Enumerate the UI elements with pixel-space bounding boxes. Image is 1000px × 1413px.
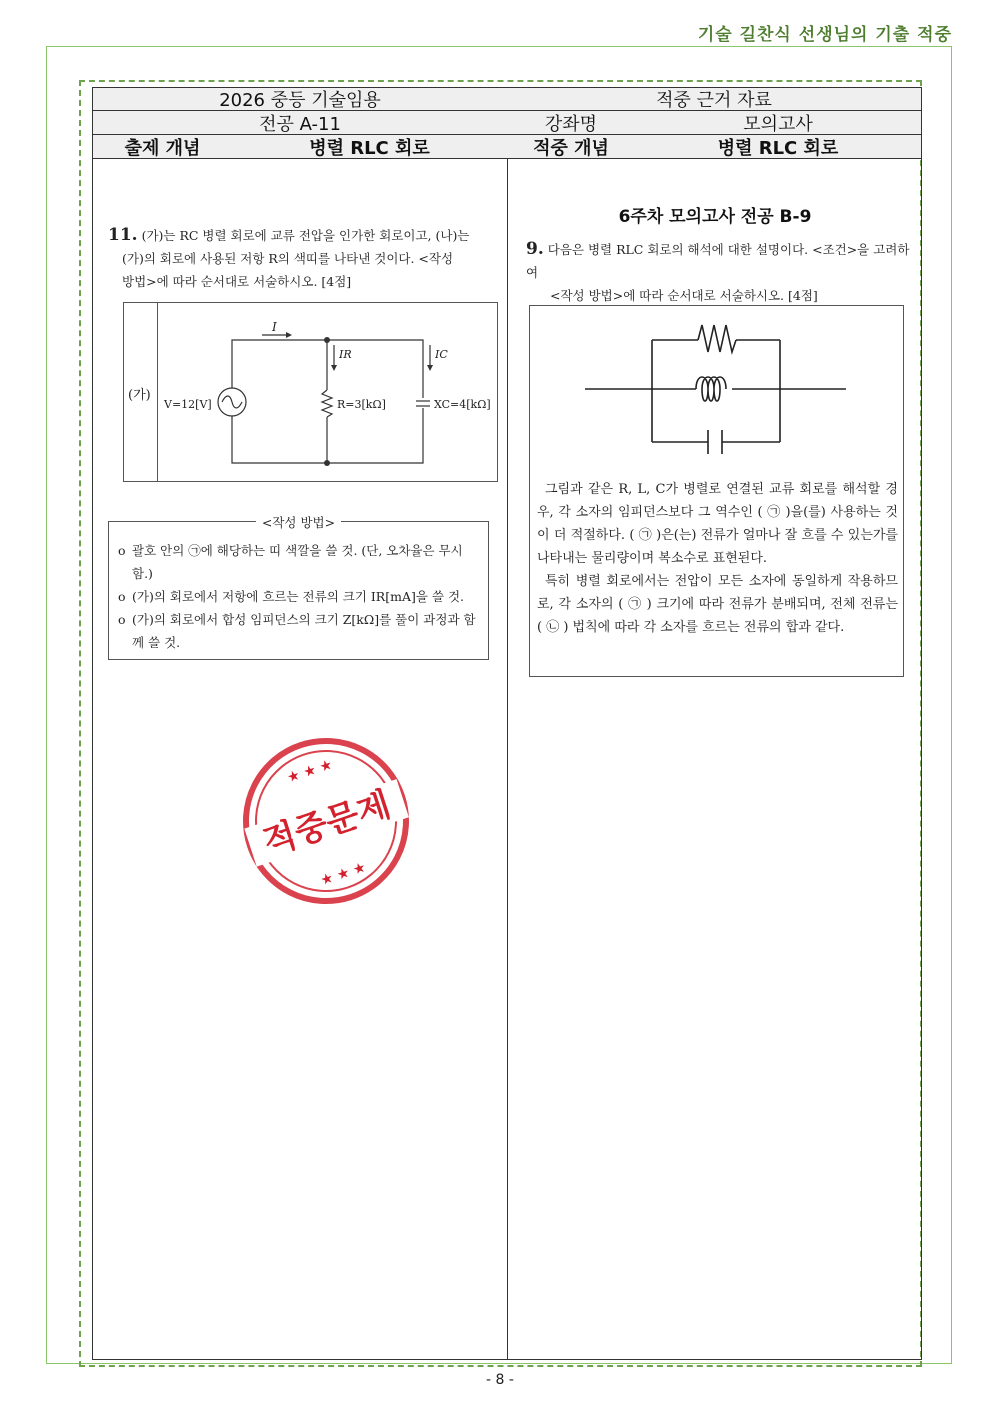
- left-question-line3: 방법>에 따라 순서대로 서술하시오. [4점]: [122, 274, 352, 289]
- label-resistor: R=3[kΩ]: [337, 398, 386, 411]
- label-voltage: V=12[V]: [164, 398, 212, 411]
- right-question-line2: <작성 방법>에 따라 순서대로 서술하시오. [4점]: [550, 288, 818, 303]
- right-explanation: [537, 478, 898, 639]
- lecture-value-cell: 모의고사: [635, 111, 922, 135]
- right-section-title: 6주차 모의고사 전공 B-9: [618, 207, 812, 227]
- hit-concept-label-cell: 적중 개념: [507, 135, 636, 159]
- method-item: o 괄호 안의 ㉠에 해당하는 띠 색깔을 쓸 것. (단, 오차율은 무시함.): [118, 539, 482, 585]
- method-item: o (가)의 회로에서 합성 임피던스의 크기 Z[kΩ]를 풀이 과정과 함께 쓸 것.: [118, 608, 482, 654]
- label-capacitor: XC=4[kΩ]: [434, 398, 491, 411]
- concept-value-cell: 병렬 RLC 회로: [232, 135, 508, 159]
- method-item: o (가)의 회로에서 저항에 흐르는 전류의 크기 IR[mA]을 쓸 것.: [118, 585, 482, 608]
- lecture-label-cell: 강좌명: [507, 111, 636, 135]
- label-current-i: I: [272, 320, 277, 334]
- concept-label-cell: 출제 개념: [92, 135, 233, 159]
- right-question-number: 9.: [526, 239, 544, 259]
- right-question-line1: 다음은 병렬 RLC 회로의 해석에 대한 설명이다. <조건>을 고려하여: [526, 242, 910, 280]
- hit-concept-value-cell: 병렬 RLC 회로: [635, 135, 922, 159]
- label-current-ir: IR: [339, 348, 352, 361]
- figure-label-ga: (가): [128, 388, 151, 403]
- right-title-cell: 적중 근거 자료: [507, 87, 922, 111]
- left-title-cell: 2026 중등 기술임용: [92, 87, 508, 111]
- label-current-ic: IC: [435, 348, 448, 361]
- method-title-text: <작성 방법>: [256, 515, 341, 530]
- right-paragraph-1: 그림과 같은 R, L, C가 병렬로 연결된 교류 회로를 해석할 경우, 각 소자의 임피던스보다 그 역수인 ( ㉠ )을(를) 사용하는 것이 더 적절하다. ( ㉠ )은(는) 전류가 얼마나 잘 흐를 수 있는가를 나타내는 물리량이며 복소수로 표현된다.: [537, 482, 898, 566]
- page-header-title: 기술 길찬식 선생님의 기출 적중: [697, 25, 952, 45]
- right-paragraph-2: 특히 병렬 회로에서는 전압이 모든 소자에 동일하게 작용하므로, 각 소자의 ( ㉠ ) 크기에 따라 전류가 분배되며, 전체 전류는 ( ㉡ ) 법칙에 따라 각 소자를 흐르는 전류의 합과 같다.: [537, 574, 898, 635]
- left-question-number: 11.: [108, 225, 138, 245]
- left-question-line2: (가)의 회로에 사용된 저항 R의 색띠를 나타낸 것이다. <작성: [122, 251, 454, 266]
- left-question-line1: (가)는 RC 병렬 회로에 교류 전압을 인가한 회로이고, (나)는: [141, 228, 470, 243]
- stamp-star-icon: ★ ★ ★: [285, 756, 335, 787]
- left-sub-cell: 전공 A-11: [92, 111, 508, 135]
- stamp-text: 적중문제: [258, 784, 396, 864]
- page-number: - 8 -: [486, 1372, 514, 1388]
- stamp-star-icon: ★ ★ ★: [318, 859, 368, 890]
